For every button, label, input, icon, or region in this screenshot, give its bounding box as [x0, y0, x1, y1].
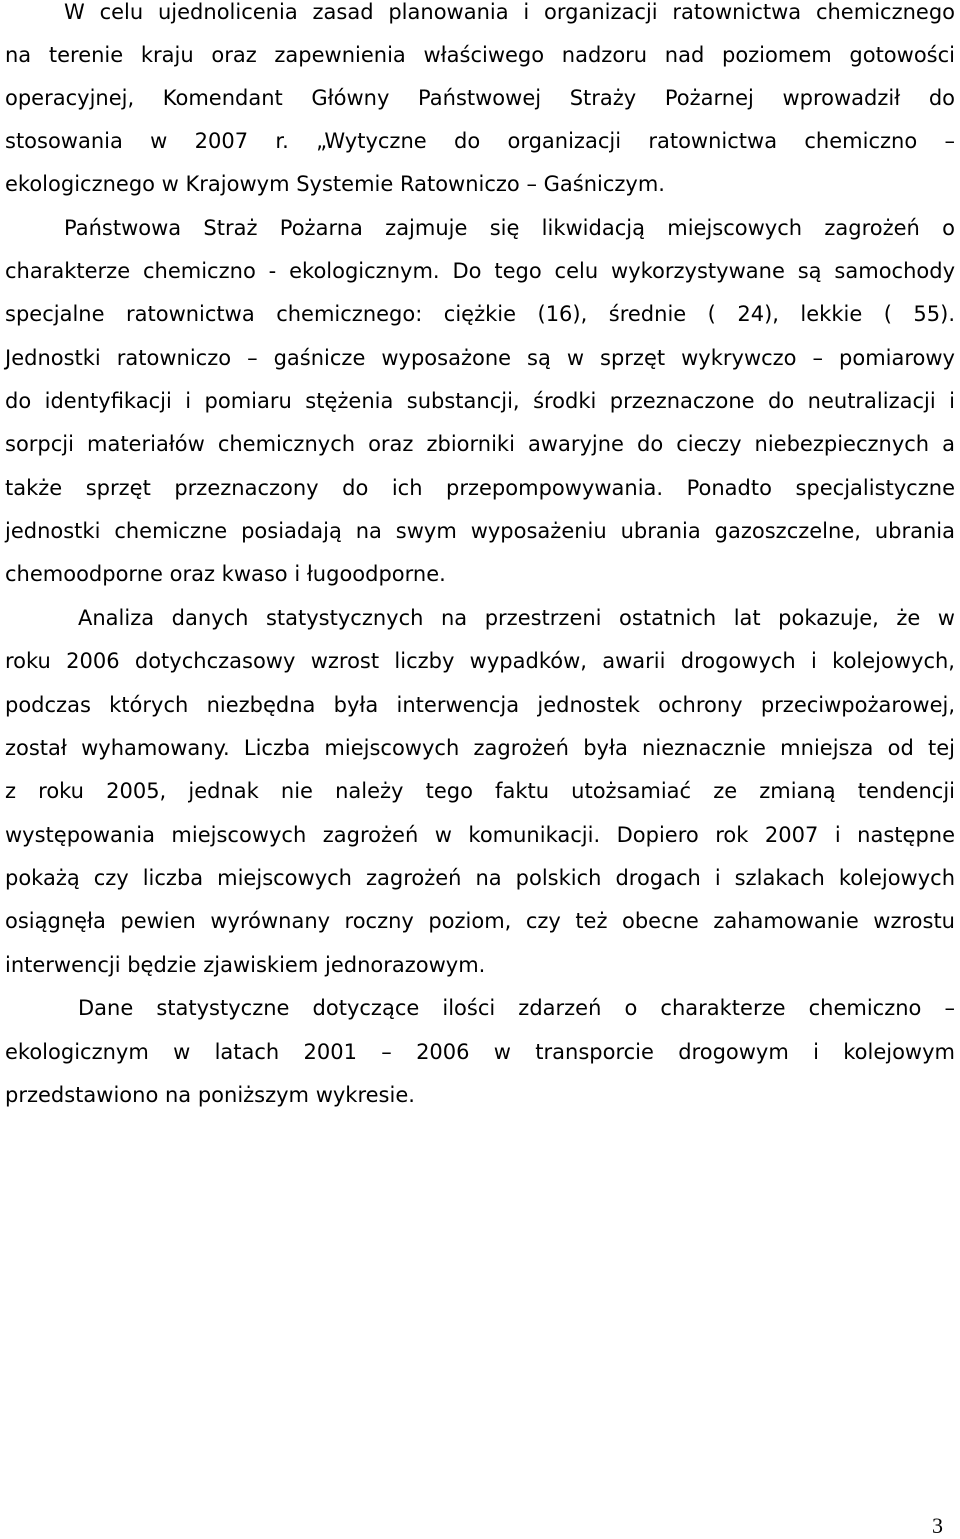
paragraph-3-line-4: został wyhamowany. Liczba miejscowych zagrożeń była nieznacznie mniejsza od tej	[5, 736, 955, 760]
paragraph-1-line-2: na terenie kraju oraz zapewnienia właściwego nadzoru nad poziomem gotowości	[5, 43, 955, 67]
paragraph-3-line-1: Analiza danych statystycznych na przestrzeni ostatnich lat pokazuje, że w	[78, 606, 955, 630]
paragraph-4-line-2: ekologicznym w latach 2001 – 2006 w transporcie drogowym i kolejowym	[5, 1040, 955, 1064]
paragraph-3-line-2: roku 2006 dotychczasowy wzrost liczby wypadków, awarii drogowych i kolejowych,	[5, 649, 955, 673]
paragraph-2-line-4: Jednostki ratowniczo – gaśnicze wyposażone są w sprzęt wykrywczo – pomiarowy	[5, 346, 955, 370]
page-number: 3	[932, 1513, 943, 1538]
paragraph-3-line-9: interwencji będzie zjawiskiem jednorazowym.	[5, 953, 486, 977]
paragraph-2-line-9: chemoodporne oraz kwaso i ługoodporne.	[5, 562, 446, 586]
paragraph-2-line-7: także sprzęt przeznaczony do ich przepompowywania. Ponadto specjalistyczne	[5, 476, 955, 500]
paragraph-3-line-5: z roku 2005, jednak nie należy tego faktu utożsamiać ze zmianą tendencji	[5, 779, 955, 803]
paragraph-2-line-8: jednostki chemiczne posiadają na swym wyposażeniu ubrania gazoszczelne, ubrania	[5, 519, 955, 543]
paragraph-2-line-1: Państwowa Straż Pożarna zajmuje się likwidacją miejscowych zagrożeń o	[64, 216, 955, 240]
paragraph-1-line-1: W celu ujednolicenia zasad planowania i organizacji ratownictwa chemicznego	[64, 0, 955, 24]
paragraph-2-line-5: do identyfikacji i pomiaru stężenia substancji, środki przeznaczone do neutralizacji i	[5, 389, 955, 413]
paragraph-3-line-6: występowania miejscowych zagrożeń w komunikacji. Dopiero rok 2007 i następne	[5, 823, 955, 847]
paragraph-2-line-2: charakterze chemiczno - ekologicznym. Do tego celu wykorzystywane są samochody	[5, 259, 955, 283]
paragraph-1-line-4: stosowania w 2007 r. „Wytyczne do organizacji ratownictwa chemiczno –	[5, 129, 955, 153]
paragraph-1-line-5: ekologicznego w Krajowym Systemie Ratowniczo – Gaśniczym.	[5, 172, 665, 196]
paragraph-3-line-3: podczas których niezbędna była interwencja jednostek ochrony przeciwpożarowej,	[5, 693, 955, 717]
paragraph-1-line-3: operacyjnej, Komendant Główny Państwowej Straży Pożarnej wprowadził do	[5, 86, 955, 110]
paragraph-2-line-6: sorpcji materiałów chemicznych oraz zbiorniki awaryjne do cieczy niebezpiecznych a	[5, 432, 955, 456]
paragraph-4-line-3: przedstawiono na poniższym wykresie.	[5, 1083, 415, 1107]
paragraph-4-line-1: Dane statystyczne dotyczące ilości zdarzeń o charakterze chemiczno –	[78, 996, 955, 1020]
paragraph-3-line-8: osiągnęła pewien wyrównany roczny poziom, czy też obecne zahamowanie wzrostu	[5, 909, 955, 933]
paragraph-2-line-3: specjalne ratownictwa chemicznego: ciężkie (16), średnie ( 24), lekkie ( 55).	[5, 302, 955, 326]
paragraph-3-line-7: pokażą czy liczba miejscowych zagrożeń na polskich drogach i szlakach kolejowych	[5, 866, 955, 890]
